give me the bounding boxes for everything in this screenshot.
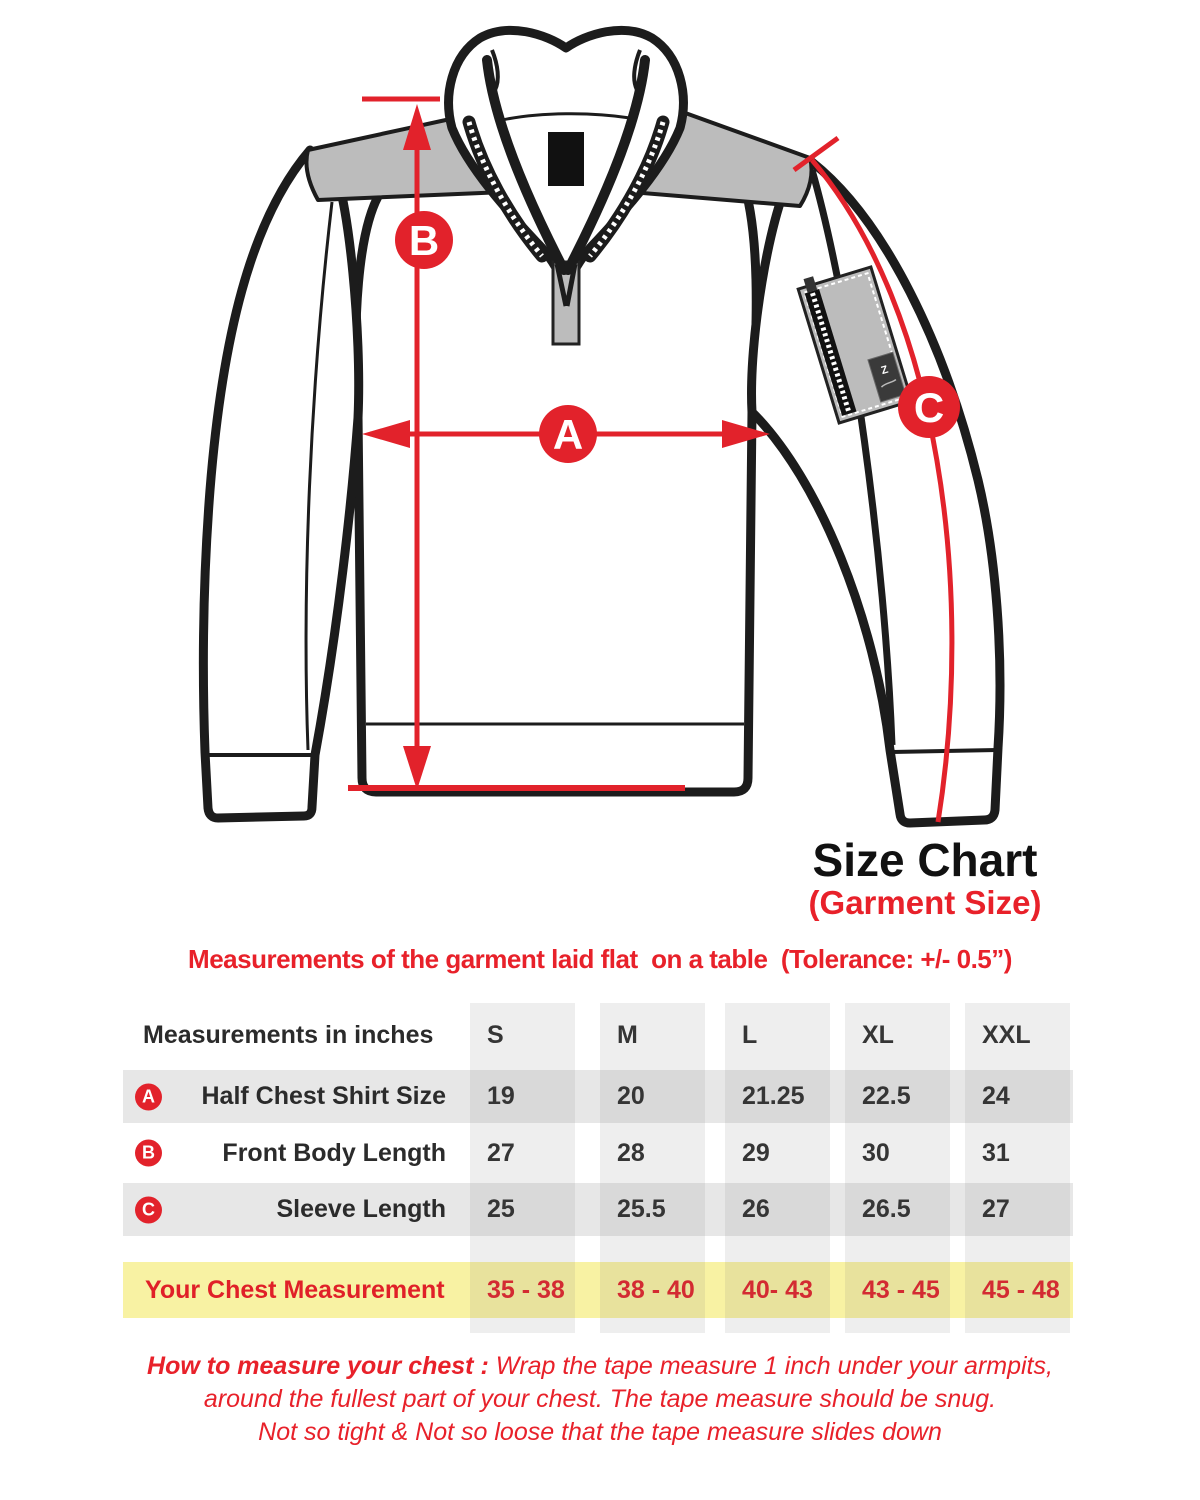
- footer-lead: How to measure your chest :: [147, 1352, 496, 1380]
- size-col-header-xl: XL: [862, 1020, 894, 1049]
- cell-value: 22.5: [862, 1082, 911, 1110]
- left-sleeve: [203, 150, 358, 818]
- tolerance-note: Measurements of the garment laid flat on a table (Tolerance: +/- 0.5”): [188, 944, 1012, 974]
- row-label: Sleeve Length: [276, 1195, 446, 1223]
- marker-a-letter: A: [552, 411, 584, 458]
- marker-c-letter: C: [913, 384, 945, 431]
- table-gap-row: [123, 1236, 1073, 1262]
- cell-value: 27: [487, 1138, 515, 1167]
- cell-value: 21.25: [742, 1082, 805, 1110]
- cell-value: 29: [742, 1138, 770, 1167]
- table-header-row: [123, 1000, 1073, 1070]
- how-to-measure-note: [10, 1350, 1190, 1449]
- cell-value: 25.5: [617, 1195, 666, 1223]
- cell-value: 24: [982, 1082, 1010, 1110]
- cell-value: 40- 43: [742, 1275, 813, 1304]
- neck-label: [548, 132, 584, 186]
- size-col-header-m: M: [617, 1020, 638, 1049]
- cell-value: 27: [982, 1195, 1010, 1223]
- cell-value: 20: [617, 1082, 645, 1110]
- cell-value: 30: [862, 1138, 890, 1167]
- table-row-chest-measurement: [123, 1262, 1073, 1318]
- row-label: Front Body Length: [222, 1138, 446, 1167]
- row-label: Half Chest Shirt Size: [201, 1082, 446, 1110]
- title-block: [760, 836, 1090, 921]
- cell-value: 26: [742, 1195, 770, 1223]
- row-badge-c: C: [135, 1196, 162, 1223]
- row-badge-a: A: [135, 1083, 162, 1110]
- table-row-half-chest: [123, 1070, 1073, 1123]
- cell-value: 28: [617, 1138, 645, 1167]
- cell-value: 19: [487, 1082, 515, 1110]
- header-label: Measurements in inches: [143, 1020, 434, 1049]
- garment-diagram: [40, 10, 1060, 840]
- cell-value: 38 - 40: [617, 1275, 695, 1304]
- cell-value: 35 - 38: [487, 1275, 565, 1304]
- footer-rest: Wrap the tape measure 1 inch under your armpits,: [495, 1352, 1053, 1380]
- footer-line-2: around the fullest part of your chest. The tape measure should be snug.: [203, 1385, 997, 1413]
- chest-row-label: Your Chest Measurement: [145, 1275, 445, 1304]
- table-row-sleeve-length: [123, 1183, 1073, 1236]
- page-title: Size Chart: [812, 834, 1038, 886]
- size-table: [123, 1000, 1073, 1340]
- marker-b-letter: B: [408, 217, 440, 264]
- page-subtitle: (Garment Size): [808, 884, 1042, 922]
- cell-value: 43 - 45: [862, 1275, 940, 1304]
- cell-value: 45 - 48: [982, 1275, 1060, 1304]
- footer-line-1: [10, 1350, 1190, 1383]
- size-col-header-xxl: XXL: [982, 1020, 1031, 1049]
- footer-line-3: Not so tight & Not so loose that the tape measure slides down: [258, 1418, 942, 1446]
- row-badge-b: B: [135, 1140, 162, 1167]
- pocket-brand-letter: Z: [879, 363, 890, 378]
- size-col-header-l: L: [742, 1020, 758, 1049]
- cell-value: 31: [982, 1138, 1010, 1167]
- table-row-body-length: [123, 1123, 1073, 1183]
- size-col-header-s: S: [487, 1020, 504, 1049]
- cell-value: 25: [487, 1195, 515, 1223]
- cell-value: 26.5: [862, 1195, 911, 1223]
